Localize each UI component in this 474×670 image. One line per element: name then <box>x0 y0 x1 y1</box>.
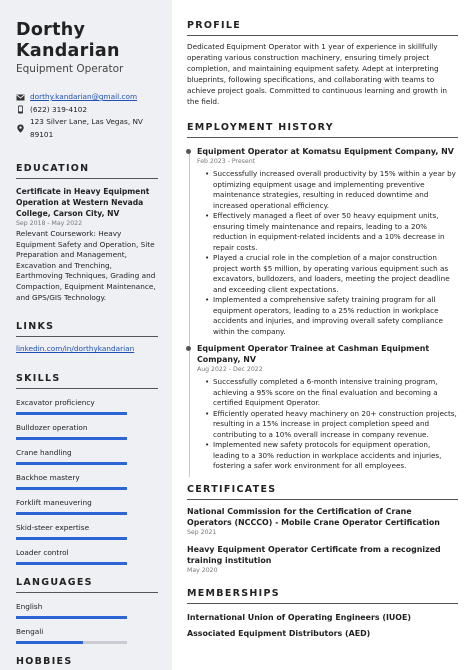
job-bullet: • Implemented a comprehensive safety training program for all equipment operators, leading to a 25% reduction in workplace accidents and injuries, and improving overall safety compliance within the company. <box>197 295 458 337</box>
membership-item: International Union of Operating Engineers (IUOE) <box>187 612 412 622</box>
skill-level-fill <box>16 412 127 415</box>
job-entry <box>197 343 458 472</box>
first-name: Dorthy <box>16 20 86 40</box>
skill-label: Loader control <box>16 547 69 557</box>
job-bullet: • Played a crucial role in the completion of a major construction project worth $5 million, by operating various equipment such as excavators, bulldozers, and loaders, meeting the project deadline and exceeding client expectations. <box>197 253 458 295</box>
skills-list <box>16 398 158 565</box>
phone-icon <box>16 105 25 114</box>
skill-level-bar <box>16 487 127 490</box>
links-section <box>16 321 158 355</box>
education-coursework: Relevant Coursework: Heavy Equipment Safety and Operation, Site Preparation and Management, Excavation and Trenching, Earthmoving Techniques, Grading and Compaction, Equipment Maintenance, and GPS/GIS Technology. <box>16 229 156 302</box>
certificate-entry <box>187 544 458 576</box>
linkedin-link[interactable]: linkedin.com/in/dorthykandarian <box>16 344 135 354</box>
language-label: English <box>16 601 43 611</box>
languages-list <box>16 602 158 644</box>
education-degree: Certificate in Heavy Equipment Operation at Western Nevada College, Carson City, NV <box>16 187 150 218</box>
skill-level-bar <box>16 412 127 415</box>
job-bullet: • Successfully increased overall productivity by 15% within a year by optimizing equipment usage and implementing preventive maintenance strategies, resulting in reduced downtime and increased operational efficiency. <box>197 169 458 211</box>
certificates-list <box>187 506 458 576</box>
job-bullet: • Effectively managed a fleet of over 50 heavy equipment units, ensuring timely maintenance and repairs, leading to a 20% reduction in equipment-related incidents and a 10% decrease in repair costs. <box>197 211 458 253</box>
contact-address-row <box>16 116 158 141</box>
profile-section <box>187 20 458 107</box>
certificate-date: Sep 2021 <box>187 528 217 536</box>
skill-level-fill <box>16 562 127 565</box>
education-dates: Sep 2018 - May 2022 <box>16 220 83 227</box>
certificate-date: May 2020 <box>187 566 218 574</box>
job-bullets <box>197 377 458 472</box>
employment-section <box>187 122 458 472</box>
timeline-dot <box>186 149 191 154</box>
job-bullet: • Efficiently operated heavy machinery on 20+ construction projects, resulting in a 15% increase in project completion speed and contributing to a 10% overall increase in company revenue. <box>197 409 458 441</box>
timeline-line <box>189 150 190 477</box>
hobbies-section <box>16 656 158 670</box>
skill-level-bar <box>16 462 127 465</box>
profile-text: Dedicated Equipment Operator with 1 year of experience in skillfully operating various construction machinery, ensuring timely project completion, and maintaining equipment safety. Adept at interpreting blueprints, following specifications, and collaborating with teams to achieve project goals. Committed to continuous learning and growth in the field. <box>187 42 447 106</box>
skills-section <box>16 373 158 565</box>
certificate-title: Heavy Equipment Operator Certificate from a recognized training institution <box>187 544 441 565</box>
memberships-list <box>187 612 458 639</box>
skill-label: Forklift maneuvering <box>16 497 92 507</box>
skill-level-bar <box>16 512 127 515</box>
language-level-bar <box>16 616 127 619</box>
hobbies-heading: HOBBIES <box>16 656 158 670</box>
skill-level-fill <box>16 487 127 490</box>
jobs-list <box>197 146 458 472</box>
employment-heading: EMPLOYMENT HISTORY <box>187 122 458 138</box>
contact-block <box>16 91 158 141</box>
links-heading: LINKS <box>16 321 158 337</box>
profile-heading: PROFILE <box>187 20 458 36</box>
membership-item: Associated Equipment Distributors (AED) <box>187 628 371 638</box>
skill-label: Bulldozer operation <box>16 422 88 432</box>
jobs-timeline <box>187 146 458 472</box>
sidebar <box>0 0 172 670</box>
skill-label: Excavator proficiency <box>16 397 95 407</box>
skill-label: Skid-steer expertise <box>16 522 90 532</box>
job-dates: Feb 2023 - Present <box>197 158 256 166</box>
envelope-icon <box>16 93 25 102</box>
job-title: Equipment Operator at Komatsu Equipment Company, NV <box>197 147 454 157</box>
language-level-fill <box>16 616 127 619</box>
skill-label: Backhoe mastery <box>16 472 80 482</box>
address-text: 123 Silver Lane, Las Vegas, NV 89101 <box>30 117 143 139</box>
job-title: Equipment Operator Trainee at Cashman Equipment Company, NV <box>197 344 430 365</box>
location-pin-icon <box>16 124 25 133</box>
skill-level-bar <box>16 537 127 540</box>
last-name: Kandarian <box>16 41 120 61</box>
job-dates: Aug 2022 - Dec 2022 <box>197 366 263 374</box>
skill-level-fill <box>16 537 127 540</box>
skill-label: Crane handling <box>16 447 72 457</box>
language-level-bar <box>16 641 127 644</box>
languages-heading: LANGUAGES <box>16 577 158 593</box>
skill-level-fill <box>16 512 127 515</box>
certificates-heading: CERTIFICATES <box>187 484 458 500</box>
language-label: Bengali <box>16 626 44 636</box>
skill-level-fill <box>16 462 127 465</box>
main-content <box>172 0 474 670</box>
phone-number: (622) 319-4102 <box>30 104 88 114</box>
skills-heading: SKILLS <box>16 373 158 389</box>
certificate-title: National Commission for the Certification of Crane Operators (NCCCO) - Mobile Crane Operator Certification <box>187 506 440 527</box>
timeline-dot <box>186 346 191 351</box>
skill-level-bar <box>16 562 127 565</box>
contact-phone-row <box>16 104 158 117</box>
education-section <box>16 163 158 303</box>
job-entry <box>197 146 458 337</box>
language-level-fill <box>16 641 83 644</box>
skill-level-bar <box>16 437 127 440</box>
memberships-section <box>187 588 458 639</box>
certificate-entry <box>187 506 458 538</box>
job-bullet: • Successfully completed a 6-month intensive training program, achieving a 95% score on the final evaluation and becoming a certified Equipment Operator. <box>197 377 458 409</box>
email-link[interactable]: dorthy.kandarian@gmail.com <box>30 92 138 101</box>
skill-level-fill <box>16 437 127 440</box>
languages-section <box>16 577 158 644</box>
job-role: Equipment Operator <box>16 63 124 75</box>
memberships-heading: MEMBERSHIPS <box>187 588 458 604</box>
education-heading: EDUCATION <box>16 163 158 179</box>
job-bullets <box>197 169 458 337</box>
certificates-section <box>187 484 458 576</box>
job-bullet: • Implemented new safety protocols for equipment operation, leading to a 30% reduction in workplace accidents and injuries, fostering a safer work environment for all employees. <box>197 440 458 472</box>
contact-email-row <box>16 91 158 104</box>
